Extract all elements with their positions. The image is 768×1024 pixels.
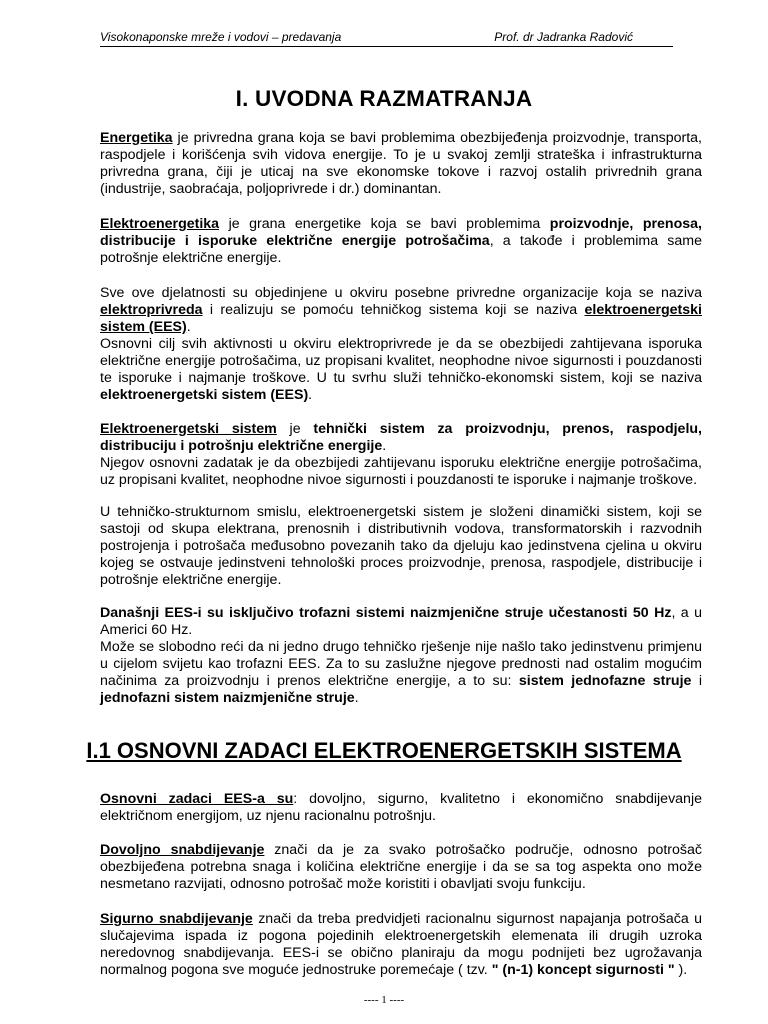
term-dovoljno-snabdijevanje: Dovoljno snabdijevanje bbox=[100, 842, 265, 858]
paragraph-text: , a u Americi 60 Hz. bbox=[100, 605, 703, 638]
paragraph-text: Sve ove djelatnosti su objedinjene u okviru posebne privredne organizacije koja se naziva bbox=[100, 285, 702, 301]
paragraph-text: je grana energetike koja se bavi problemima bbox=[219, 216, 550, 232]
paragraph-three-phase bbox=[100, 605, 702, 707]
paragraph-elektroprivreda bbox=[100, 285, 702, 404]
page-header bbox=[100, 30, 673, 47]
paragraph-text: je privredna grana koja se bavi problemima obezbijeđenja proizvodnje, transporta, raspodjele i korišćenja svih vidova energije. To je u svakoj zemlji strateška i infrastrukturna privredna grana, čiji je uticaj na sve ekonomske tokove i razvoj ostalih privrednih grana (industrije, saobraćaja, poljoprivrede i dr.) dominantan. bbox=[100, 130, 702, 197]
term-elektroprivreda: elektroprivreda bbox=[100, 302, 203, 318]
paragraph-text: i realizuju se pomoću tehničkog sistema koji se naziva bbox=[202, 302, 585, 318]
term-sigurno-snabdijevanje: Sigurno snabdijevanje bbox=[100, 911, 253, 927]
paragraph-text: Njegov osnovni zadatak je da obezbijedi zahtijevanu isporuku električne energije potrošačima, uz propisani kvalitet, neophodne nivoe sigurnosti i pouzdanosti te isporuke i najmanje troškove. bbox=[100, 455, 702, 488]
paragraph-elektroenergetika bbox=[100, 216, 702, 267]
bold-phrase: Današnji EES-i su isključivo trofazni sistemi naizmjenične struje učestanosti 50 Hz bbox=[100, 605, 672, 621]
paragraph-text: znači da treba predvidjeti racionalnu sigurnost napajanja potrošača u slučajevima ispada iz pogona pojedinih elektroenergetskih elemenata ili drugih uzroka neredovnog snabdijevanja. EES-i se obično planiraju da mogu podnijeti bez ugrožavanja normalnog pogona sve moguće jednostruke poremećaje ( tzv. bbox=[100, 911, 702, 978]
chapter-title: I. UVODNA RAZMATRANJA bbox=[235, 86, 533, 111]
term-elektroenergetski-sistem: Elektroenergetski sistem bbox=[100, 421, 277, 437]
paragraph-energetika bbox=[100, 130, 702, 198]
header-course-title: Visokonaponske mreže i vodovi – predavanja bbox=[100, 30, 342, 44]
paragraph-text: je bbox=[276, 421, 314, 437]
header-author: Prof. dr Jadranka Radović bbox=[494, 30, 633, 44]
term-ees: elektroenergetski sistem (EES) bbox=[100, 302, 702, 335]
page-number: ---- 1 ---- bbox=[363, 994, 405, 1006]
paragraph-text: U tehničko-strukturnom smislu, elektroenergetski sistem je složeni dinamički sistem, koji se sastoji od skupa elektrana, prenosnih i distributivnih vodova, transformatorskih i razvodnih postrojenja i potrošača međusobno povezanih tako da djeluju kao jedinstvena cjelina u okviru kojeg se ostvauje jedinstveni tehnološki proces proizvodnje, prenosa, raspodjele, distribucije i potrošnje električne energije. bbox=[100, 504, 702, 588]
bold-phrase: jednofazni sistem naizmjenične struje bbox=[100, 690, 355, 706]
paragraph-sufficient-supply bbox=[100, 842, 702, 893]
term-elektroenergetika: Elektroenergetika bbox=[100, 216, 220, 232]
bold-phrase: elektroenergetski sistem (EES) bbox=[100, 387, 309, 403]
term-energetika: Energetika bbox=[100, 130, 173, 146]
bold-phrase: sistem jednofazne struje bbox=[518, 673, 692, 689]
section-title: I.1 OSNOVNI ZADACI ELEKTROENERGETSKIH SISTEMA bbox=[86, 738, 682, 763]
term-osnovni-zadaci: Osnovni zadaci EES-a su bbox=[100, 791, 294, 807]
paragraph-structure bbox=[100, 504, 702, 589]
paragraph-text: . bbox=[308, 387, 313, 403]
paragraph-text: , a takođe i problemima same potrošnje električne energije. bbox=[100, 233, 702, 266]
paragraph-ees-definition bbox=[100, 421, 702, 489]
paragraph-text: ). bbox=[674, 962, 688, 978]
paragraph-text: Može se slobodno reći da ni jedno drugo tehničko rješenje nije našlo tako jedinstvenu primjenu u cijelom svijetu kao trofazni EES. Za to su zaslužne njegove prednosti nad ostalim mogućim načinima za proizvodnju i prenos električne energije, a to su: bbox=[100, 639, 702, 689]
paragraph-text: . bbox=[382, 438, 387, 454]
paragraph-text: Osnovni cilj svih aktivnosti u okviru elektroprivrede je da se obezbijedi zahtijevana isporuka električne energije potrošačima, uz propisani kvalitet, neophodne nivoe sigurnosti i pouzdanosti te isporuke i najmanje troškove. U tu svrhu služi tehničko-ekonomski sistem, koji se naziva bbox=[100, 336, 702, 386]
paragraph-basic-tasks bbox=[100, 791, 702, 825]
paragraph-text: : dovoljno, sigurno, kvalitetno i ekonomično snabdijevanje električnom energijom, uz njenu racionalnu potrošnju. bbox=[100, 791, 702, 824]
bold-phrase: " (n-1) koncept sigurnosti " bbox=[491, 962, 675, 978]
paragraph-text: znači da je za svako potrošačko područje, odnosno potrošač obezbijeđena potrebna snaga i količina električne energije i da se sa tog aspekta ono može nesmetano razvijati, odnosno potrošač može koristiti i obavljati svoju funkciju. bbox=[100, 842, 702, 892]
paragraph-text: i bbox=[691, 673, 702, 689]
paragraph-text: . bbox=[354, 690, 359, 706]
paragraph-secure-supply bbox=[100, 911, 702, 979]
bold-phrase: tehnički sistem za proizvodnju, prenos, raspodjelu, distribuciju i potrošnju električne energije bbox=[100, 421, 702, 454]
bold-phrase: proizvodnje, prenosa, distribucije i isporuke električne energije potrošačima bbox=[100, 216, 702, 249]
paragraph-text: . bbox=[186, 319, 191, 335]
